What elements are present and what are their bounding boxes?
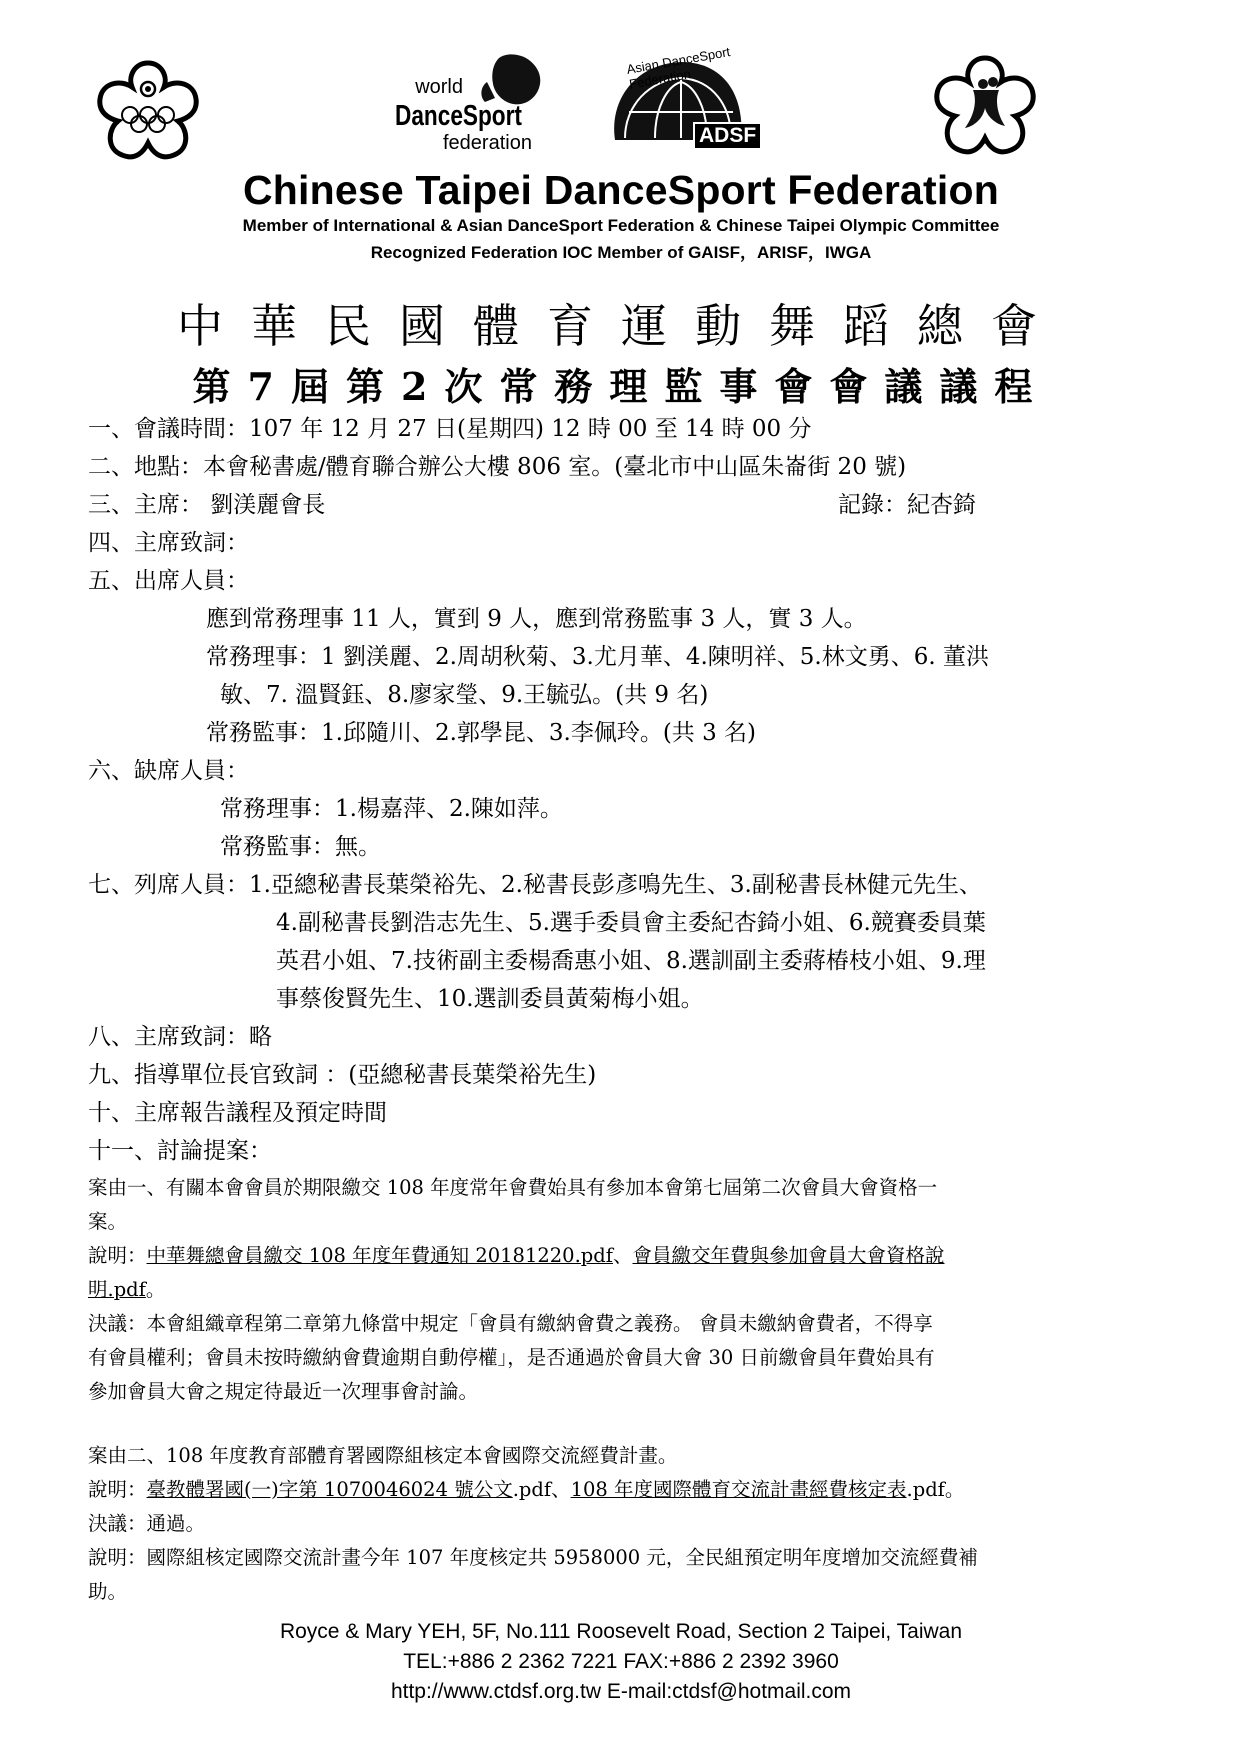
proposal-1-resolution-1: 決議：本會組織章程第二章第九條當中規定「會員有繳納會費之義務。 會員未繳納會費者，不得享 [88, 1312, 933, 1335]
period: .pdf。 [906, 1478, 965, 1501]
meeting-title: 第7屆第2次常務理監事會會議議程 [192, 364, 1050, 409]
chair-speech-heading: 四、主席致詞： [88, 530, 249, 556]
proposal-1-attachment-link-2-end[interactable]: 明.pdf [88, 1278, 146, 1301]
wdsf-dancesport: DanceSport [395, 100, 522, 132]
proposal-1-description [88, 1240, 945, 1268]
absent-supervisors: 常務監事：無。 [220, 834, 381, 860]
proposal-2-note-1: 說明：國際組核定國際交流計畫今年 107 年度核定共 5958000 元，全民組預定明年度增加交流經費補 [88, 1546, 978, 1569]
description-label: 說明： [88, 1244, 147, 1267]
proposal-2-title: 案由二、108 年度教育部體育署國際組核定本會國際交流經費計畫。 [88, 1444, 678, 1467]
observers-line-2: 4.副秘書長劉浩志先生、5.選手委員會主委紀杏錡小姐、6.競賽委員葉 [276, 910, 986, 936]
meeting-place: 二、地點：本會秘書處/體育聯合辦公大樓 806 室。(臺北市中山區朱崙街 20 號) [88, 454, 907, 480]
proposal-2-attachment-link-2[interactable]: 108 年度國際體育交流計畫經費核定表 [570, 1478, 907, 1501]
attendance-directors-2: 敏、7. 溫賢鈺、8.廖家瑩、9.王毓弘。(共 9 名) [220, 682, 709, 708]
org-membership: Member of International & Asian DanceSport Federation & Chinese Taipei Olympic Committee [242, 216, 1000, 235]
observers-line-4: 事蔡俊賢先生、10.選訓委員黃菊梅小姐。 [276, 986, 704, 1012]
separator: .pdf、 [512, 1478, 571, 1501]
absent-heading: 六、缺席人員： [88, 758, 249, 784]
adsf-ring-text: Asian DanceSport Federation [625, 44, 732, 92]
proposal-1-resolution-3: 參加會員大會之規定待最近一次理事會討論。 [88, 1380, 479, 1403]
footer-web-email: http://www.ctdsf.org.tw E-mail:ctdsf@hotmail.com [390, 1680, 852, 1703]
proposal-1-attachment-link-1[interactable]: 中華舞總會員繳交 108 年度年費通知 20181220.pdf [146, 1244, 613, 1267]
observers-line-1: 七、列席人員：1.亞總秘書長葉榮裕先、2.秘書長彭彥鳴先生、3.副秘書長林健元先生、 [88, 872, 982, 898]
proposal-2-note-2: 助。 [88, 1580, 128, 1603]
meeting-chair: 三、主席： 劉渼麗會長 [88, 492, 326, 518]
org-recognition: Recognized Federation IOC Member of GAISF，ARISF，IWGA [370, 243, 872, 262]
footer-phone-fax: TEL:+886 2 2362 7221 FAX:+886 2 2392 3960 [403, 1650, 839, 1673]
guest-speech: 九、指導單位長官致詞 ：(亞總秘書長葉榮裕先生) [88, 1062, 597, 1088]
chair-speech: 八、主席致詞：略 [88, 1024, 272, 1050]
proposal-2-resolution: 決議：通過。 [88, 1512, 206, 1535]
olympic-flower-logo [88, 57, 208, 167]
adsf-logo [595, 44, 765, 150]
meeting-time: 一、會議時間：107 年 12 月 27 日(星期四) 12 時 00 至 14 時 00 分 [88, 416, 812, 442]
attendance-heading: 五、出席人員： [88, 568, 249, 594]
footer-address: Royce & Mary YEH, 5F, No.111 Roosevelt Road, Section 2 Taipei, Taiwan [279, 1620, 963, 1643]
ctdsf-dancers-flower-logo [925, 52, 1045, 162]
proposal-1-attachment-link-2[interactable]: 會員繳交年費與參加會員大會資格說 [632, 1244, 945, 1267]
meeting-recorder: 記錄：紀杏錡 [838, 492, 976, 518]
adsf-abbr: ADSF [693, 122, 762, 150]
separator: 、 [612, 1244, 633, 1267]
wdsf-world: world [415, 76, 463, 98]
proposal-1-resolution-2: 有會員權利；會員未按時繳納會費逾期自動停權」，是否通過於會員大會 30 日前繳會員年費始具有 [88, 1346, 935, 1369]
attendance-directors-1: 常務理事：1 劉渼麗、2.周胡秋菊、3.尤月華、4.陳明祥、5.林文勇、6. 董洪 [206, 644, 989, 670]
proposal-1-title-end: 案。 [88, 1210, 128, 1233]
wdsf-logo [395, 52, 575, 162]
proposal-2-description [88, 1474, 964, 1502]
period: 。 [145, 1278, 166, 1301]
discussion-heading: 十一、討論提案： [88, 1138, 272, 1164]
observers-line-3: 英君小姐、7.技術副主委楊喬惠小姐、8.選訓副主委蔣椿枝小姐、9.理 [276, 948, 986, 974]
absent-directors: 常務理事：1.楊嘉萍、2.陳如萍。 [220, 796, 563, 822]
zh-org-title: 中華民國體育運動舞蹈總會 [177, 299, 1065, 353]
org-name: Chinese Taipei DanceSport Federation [243, 167, 999, 213]
description-label: 說明： [88, 1478, 147, 1501]
proposal-2-attachment-link-1[interactable]: 臺教體署國(一)字第 1070046024 號公文 [146, 1478, 513, 1501]
attendance-summary: 應到常務理事 11 人，實到 9 人，應到常務監事 3 人，實 3 人。 [206, 606, 867, 632]
attendance-supervisors: 常務監事：1.邱隨川、2.郭學昆、3.李佩玲。(共 3 名) [206, 720, 757, 746]
proposal-1-description-cont [88, 1274, 165, 1302]
agenda-report: 十、主席報告議程及預定時間 [88, 1100, 387, 1126]
wdsf-federation: federation [443, 132, 532, 154]
proposal-1-title: 案由一、有關本會會員於期限繳交 108 年度常年會費始具有參加本會第七屆第二次會員大會資格一 [88, 1176, 938, 1199]
